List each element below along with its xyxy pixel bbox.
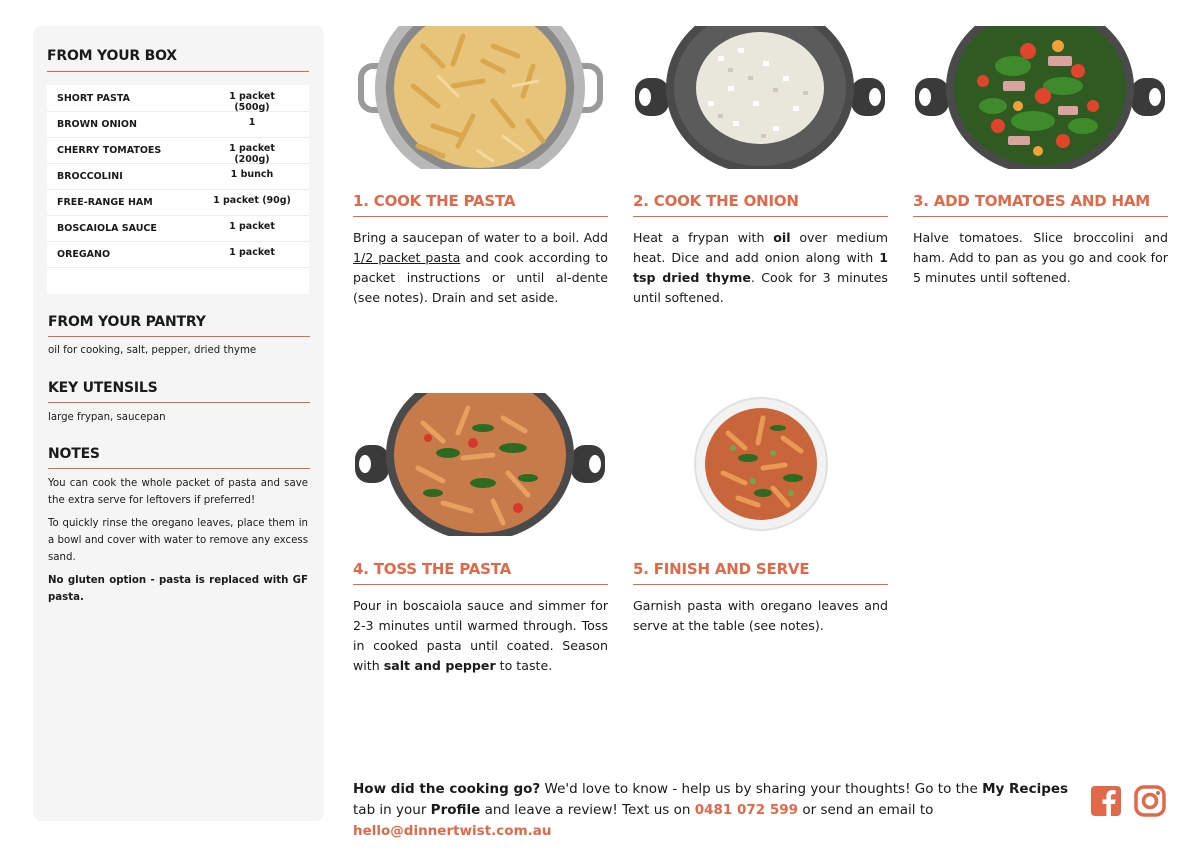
- step-4-body: [353, 596, 608, 676]
- phone-link[interactable]: 0481 072 599: [694, 802, 799, 818]
- step-5-body: [633, 596, 888, 636]
- instagram-icon[interactable]: [1134, 785, 1166, 817]
- ingredient-qty: 1 packet (200g): [229, 143, 275, 165]
- pan-with-onion-icon: [633, 26, 888, 169]
- note-paragraph: You can cook the whole packet of pasta and save the extra serve for leftovers if preferred!: [48, 478, 308, 506]
- footer-profile: Profile: [430, 802, 481, 818]
- divider: [48, 468, 310, 469]
- divider: [353, 584, 608, 585]
- divider: [913, 216, 1168, 217]
- step-text-bold: 1 tsp dried thyme: [633, 250, 888, 285]
- footer-text: tab in your: [353, 802, 431, 818]
- footer-my-recipes: My Recipes: [982, 781, 1069, 797]
- ingredient-qty: 1 packet: [229, 247, 275, 258]
- table-row: [47, 85, 309, 112]
- pot-of-penne-icon: [353, 26, 608, 169]
- step-text: and cook according to packet instructions or until al-dente (see notes). Drain and set aside.: [353, 250, 608, 305]
- step-text: to taste.: [495, 658, 553, 673]
- divider: [47, 71, 309, 72]
- step-text: Bring a saucepan of water to a boil. Add: [353, 230, 608, 245]
- ingredient-name: BROCCOLINI: [57, 171, 123, 182]
- divider: [633, 216, 888, 217]
- ingredient-name: BOSCAIOLA SAUCE: [57, 223, 157, 234]
- ingredient-qty: 1 packet: [229, 221, 275, 232]
- step-3-title: 3. ADD TOMATOES AND HAM: [913, 192, 1151, 210]
- ingredients-sidebar: [33, 26, 324, 821]
- table-row: [47, 163, 309, 190]
- step-4-title: 4. TOSS THE PASTA: [353, 560, 512, 578]
- pan-with-pasta-sauce-icon: [353, 393, 608, 536]
- pantry-list: oil for cooking, salt, pepper, dried thyme: [48, 345, 257, 356]
- table-row: [47, 111, 309, 138]
- from-your-pantry-heading: FROM YOUR PANTRY: [48, 314, 206, 330]
- note-paragraph: No gluten option - pasta is replaced with GF pasta.: [48, 575, 308, 603]
- step-text-underlined: 1/2 packet pasta: [353, 250, 461, 265]
- ingredient-name: CHERRY TOMATOES: [57, 145, 162, 156]
- divider: [353, 216, 608, 217]
- note-paragraph: To quickly rinse the oregano leaves, place them in a bowl and cover with water to remove any excess sand.: [48, 518, 308, 563]
- ingredient-name: FREE-RANGE HAM: [57, 197, 153, 208]
- facebook-icon[interactable]: [1090, 785, 1122, 817]
- footer-text: We'd love to know - help us by sharing your thoughts! Go to the: [540, 781, 983, 797]
- step-text: Halve tomatoes. Slice broccolini and ham. Add to pan as you go and cook for 5 minutes until softened.: [913, 230, 1168, 285]
- table-row: [47, 137, 309, 164]
- email-link[interactable]: hello@dinnertwist.com.au: [353, 823, 552, 839]
- step-text-bold: salt and pepper: [383, 658, 496, 673]
- pasta-bowl-icon: [633, 393, 888, 536]
- step-text: Pour in boscaiola sauce and simmer for 2-3 minutes until warmed through. Toss in cooked pasta until coated. Season with: [353, 598, 608, 673]
- step-text: over medium heat. Dice and add onion along with: [633, 230, 888, 265]
- step-text: Garnish pasta with oregano leaves and serve at the table (see notes).: [633, 598, 888, 633]
- notes-body: [48, 475, 308, 612]
- table-row: [47, 189, 309, 216]
- ingredient-qty: 1 packet (500g): [229, 91, 275, 113]
- footer-text: and leave a review! Text us on: [480, 802, 695, 818]
- ingredient-name: BROWN ONION: [57, 119, 137, 130]
- step-2-body: [633, 228, 888, 308]
- step-text: . Cook for 3 minutes until softened.: [633, 270, 888, 305]
- step-3-body: [913, 228, 1168, 288]
- step-5-title: 5. FINISH AND SERVE: [633, 560, 810, 578]
- footer-text: or send an email to: [798, 802, 934, 818]
- ingredient-qty: 1 packet (90g): [213, 195, 291, 206]
- utensils-list: large frypan, saucepan: [48, 412, 166, 423]
- divider: [48, 336, 310, 337]
- divider: [48, 402, 310, 403]
- from-your-box-heading: FROM YOUR BOX: [47, 48, 177, 64]
- divider: [633, 584, 888, 585]
- key-utensils-heading: KEY UTENSILS: [48, 380, 158, 396]
- step-text-bold: oil: [773, 230, 791, 245]
- ingredient-name: SHORT PASTA: [57, 93, 130, 104]
- ingredient-qty: 1 bunch: [230, 169, 274, 180]
- step-2-title: 2. COOK THE ONION: [633, 192, 799, 210]
- footer-question: How did the cooking go?: [353, 781, 541, 797]
- ingredients-table: [47, 85, 309, 294]
- notes-heading: NOTES: [48, 446, 100, 462]
- table-row: [47, 215, 309, 242]
- table-row: [47, 241, 309, 268]
- feedback-footer: [353, 779, 1073, 842]
- ingredient-qty: 1: [248, 117, 256, 128]
- pan-with-tomatoes-ham-icon: [913, 26, 1168, 169]
- step-1-title: 1. COOK THE PASTA: [353, 192, 516, 210]
- ingredient-name: OREGANO: [57, 249, 111, 260]
- step-1-body: [353, 228, 608, 308]
- step-text: Heat a frypan with: [633, 230, 774, 245]
